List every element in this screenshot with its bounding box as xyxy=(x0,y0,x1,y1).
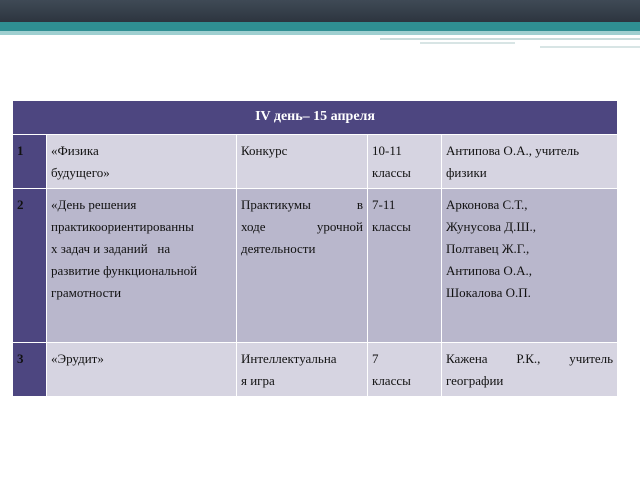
event-cell xyxy=(47,189,237,343)
responsible-line: Жунусова Д.Ш., xyxy=(446,219,536,234)
responsible-line: Антипова О.А., xyxy=(446,263,532,278)
classes-line: 7 xyxy=(372,351,379,366)
day-header: IV день– 15 апреля xyxy=(13,101,618,135)
form-cell xyxy=(237,343,368,397)
event-line: будущего» xyxy=(51,165,110,180)
form-line: ходе урочной xyxy=(241,219,363,234)
decor-line xyxy=(540,46,640,48)
classes-line: классы xyxy=(372,373,411,388)
responsible-cell xyxy=(442,189,618,343)
form-line: Практикумы в xyxy=(241,197,363,212)
responsible-line: Шокалова О.П. xyxy=(446,285,531,300)
decor-line xyxy=(420,42,515,44)
event-line: «День решения xyxy=(51,197,137,212)
event-line: х задач и заданий на xyxy=(51,241,171,256)
event-cell xyxy=(47,135,237,189)
classes-line: классы xyxy=(372,165,411,180)
event-line: «Эрудит» xyxy=(51,351,104,366)
form-line: деятельности xyxy=(241,241,316,256)
form-cell xyxy=(237,189,368,343)
classes-line: 10-11 xyxy=(372,143,402,158)
top-light-stripe xyxy=(0,31,640,35)
responsible-line: Полтавец Ж.Г., xyxy=(446,241,530,256)
decor-line xyxy=(380,38,640,40)
event-line: грамотности xyxy=(51,285,122,300)
table-row xyxy=(13,343,618,397)
responsible-line: Арконова С.Т., xyxy=(446,197,528,212)
top-teal-stripe xyxy=(0,22,640,31)
form-line: Интеллектуальна xyxy=(241,351,337,366)
table-header-row xyxy=(13,101,618,135)
classes-cell xyxy=(368,135,442,189)
event-line: практикоориентированны xyxy=(51,219,194,234)
form-line: я игра xyxy=(241,373,275,388)
responsible-line: географии xyxy=(446,373,504,388)
classes-line: 7-11 xyxy=(372,197,396,212)
responsible-cell xyxy=(442,343,618,397)
schedule-table xyxy=(12,100,618,397)
responsible-line: Антипова О.А., учитель xyxy=(446,143,580,158)
form-line: Конкурс xyxy=(241,143,288,158)
responsible-line: Кажена Р.К., учитель xyxy=(446,351,614,366)
row-number: 3 xyxy=(13,343,47,397)
row-number: 1 xyxy=(13,135,47,189)
responsible-cell xyxy=(442,135,618,189)
responsible-line: физики xyxy=(446,165,487,180)
classes-cell xyxy=(368,189,442,343)
table-row xyxy=(13,189,618,343)
table-row xyxy=(13,135,618,189)
row-number: 2 xyxy=(13,189,47,343)
event-cell xyxy=(47,343,237,397)
top-dark-bar xyxy=(0,0,640,22)
event-line: «Физика xyxy=(51,143,99,158)
classes-line: классы xyxy=(372,219,411,234)
event-line: развитие функциональной xyxy=(51,263,198,278)
form-cell xyxy=(237,135,368,189)
classes-cell xyxy=(368,343,442,397)
